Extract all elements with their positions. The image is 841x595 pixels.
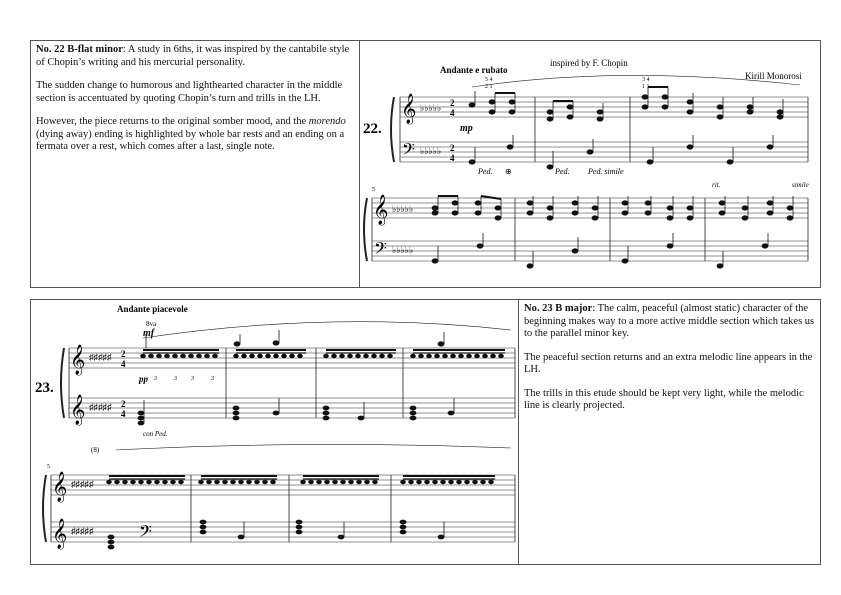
piece23-number: 23.: [35, 380, 54, 396]
piece23-intro: : The calm, peaceful (almost static) character of the beginning makes way to a more active middle section which takes us to the parallel minor key.: [524, 303, 815, 339]
triplet-mark-1: 3: [154, 376, 157, 382]
piece22-timesig-top: 2: [450, 98, 455, 108]
piece22-number: 22.: [363, 121, 382, 137]
piece22-score-cell: [359, 40, 821, 288]
piece23-description: [518, 299, 821, 565]
piece23-timesig-bottom-bass: 4: [121, 409, 126, 419]
key-signature-sharps-icon: ♯♯♯♯♯: [89, 352, 112, 362]
piece23-paragraph-3: The trills in this etude should be kept very light, while the melodic line is clearly projected.: [524, 387, 804, 411]
slur-icon: [116, 444, 511, 450]
piece23-brace-1: [61, 348, 64, 418]
piece23-system1-staves: [69, 348, 515, 418]
piece22-timesig-top-bass: 2: [450, 143, 455, 153]
piece22-fingering-1: 5 4: [485, 77, 493, 83]
piece23-system2-staves: [51, 475, 515, 542]
piece22-paragraph-3: [36, 116, 354, 154]
treble-clef-icon: 𝄞: [401, 94, 417, 123]
bass-clef-icon: 𝄢: [374, 240, 387, 262]
triplet-mark-2: 3: [174, 376, 177, 382]
key-signature-sharps-bass-icon: ♯♯♯♯♯: [89, 402, 112, 412]
piece22-fingering-2: 2 1: [485, 84, 493, 90]
bass-clef-icon: 𝄢: [402, 141, 415, 163]
key-signature-flats-bass-icon: ♭♭♭♭♭: [392, 245, 414, 255]
piece22-composer: Kirill Monorosi: [745, 71, 802, 81]
piece22-fingering-4: 1 1: [642, 84, 650, 90]
piece23-intro-paragraph: [524, 303, 815, 341]
piece22-score: [360, 41, 820, 287]
piece23-timesig-top-bass: 2: [121, 399, 126, 409]
piece23-octave-cont: (8): [91, 446, 100, 454]
piece23-paragraph-2: The peaceful section returns and an extra melodic line appears in the LH.: [524, 351, 813, 375]
key-signature-flats-icon: ♭♭♭♭♭: [420, 103, 442, 113]
piece22-measure-number: 5: [372, 187, 375, 193]
slur-icon: [143, 322, 511, 338]
treble-clef-bass-staff-icon: 𝄞: [70, 395, 86, 424]
piece22-system1-bass: [400, 142, 808, 162]
piece22-tempo: Andante e rubato: [440, 65, 508, 75]
key-signature-sharps-icon: ♯♯♯♯♯: [71, 479, 94, 489]
piece23-title: No. 23 B major: [524, 303, 593, 314]
piece23-score: [31, 300, 518, 564]
piece22-intro: : A study in 6ths, it was inspired by the cantabile style of Chopin’s writing and his mercurial personality.: [36, 44, 350, 68]
piece23-timesig-bottom: 4: [121, 359, 126, 369]
piece23-score-cell: [30, 299, 519, 565]
piece23-tempo: Andante piacevole: [117, 304, 188, 314]
piece23-ped: con Ped.: [143, 430, 168, 438]
piece23-dynamic-pp: pp: [139, 374, 148, 384]
piece22-para3-italic: morendo: [308, 116, 346, 127]
piece22-ped-2: Ped.: [555, 167, 570, 176]
piece22-paragraph-2: The sudden change to humorous and lighthearted character in the middle section is accentuated by quoting Chopin’s turn and trills in the LH.: [36, 80, 343, 104]
piece22-ped-simile: Ped. simile: [588, 167, 624, 176]
triplet-mark-4: 3: [211, 376, 214, 382]
piece22-para3-a: However, the piece returns to the original somber mood, and the: [36, 116, 309, 127]
piece22-intro-paragraph: [36, 44, 354, 69]
piece23-timesig-top: 2: [121, 349, 126, 359]
piece22-title: No. 22 B-flat minor: [36, 44, 123, 55]
piece22-inspired: inspired by F. Chopin: [550, 58, 628, 68]
treble-clef-bass-staff-icon: 𝄞: [52, 519, 68, 548]
treble-clef-icon: 𝄞: [373, 195, 389, 224]
piece22-brace-1: [391, 97, 394, 162]
piece23-dynamic-mf: mf: [143, 328, 155, 339]
piece22-timesig-bottom-bass: 4: [450, 153, 455, 163]
piece22-simile: simile: [792, 181, 809, 189]
piece23-notes-2: [107, 476, 495, 549]
piece23-octave: 8va: [146, 320, 157, 328]
piece22-ped-1: Ped.: [478, 167, 493, 176]
piece22-fingering-3: 3 4: [642, 77, 650, 83]
piece22-para3-b: (dying away) ending is highlighted by whole bar rests and an ending on a fermata over a rest, which comes after a last, single note.: [36, 128, 345, 152]
piece22-rit: rit.: [712, 181, 721, 189]
piece22-description: [30, 40, 360, 288]
piece22-dynamic: mp: [460, 123, 473, 134]
key-signature-flats-icon: ♭♭♭♭♭: [392, 204, 414, 214]
bass-clef-change-icon: 𝄢: [139, 523, 152, 545]
piece23-brace-2: [43, 475, 46, 542]
piece22-brace-2: [364, 198, 367, 261]
piece23-measure-number: 5: [47, 464, 50, 470]
treble-clef-icon: 𝄞: [70, 345, 86, 374]
piece22-ped-release: ⊕: [505, 167, 512, 176]
treble-clef-icon: 𝄞: [52, 472, 68, 501]
key-signature-sharps-bass-icon: ♯♯♯♯♯: [71, 526, 94, 536]
triplet-mark-3: 3: [191, 376, 194, 382]
piece22-timesig-bottom: 4: [450, 108, 455, 118]
piece22-notes-2: [432, 196, 793, 268]
key-signature-flats-bass-icon: ♭♭♭♭♭: [420, 146, 442, 156]
